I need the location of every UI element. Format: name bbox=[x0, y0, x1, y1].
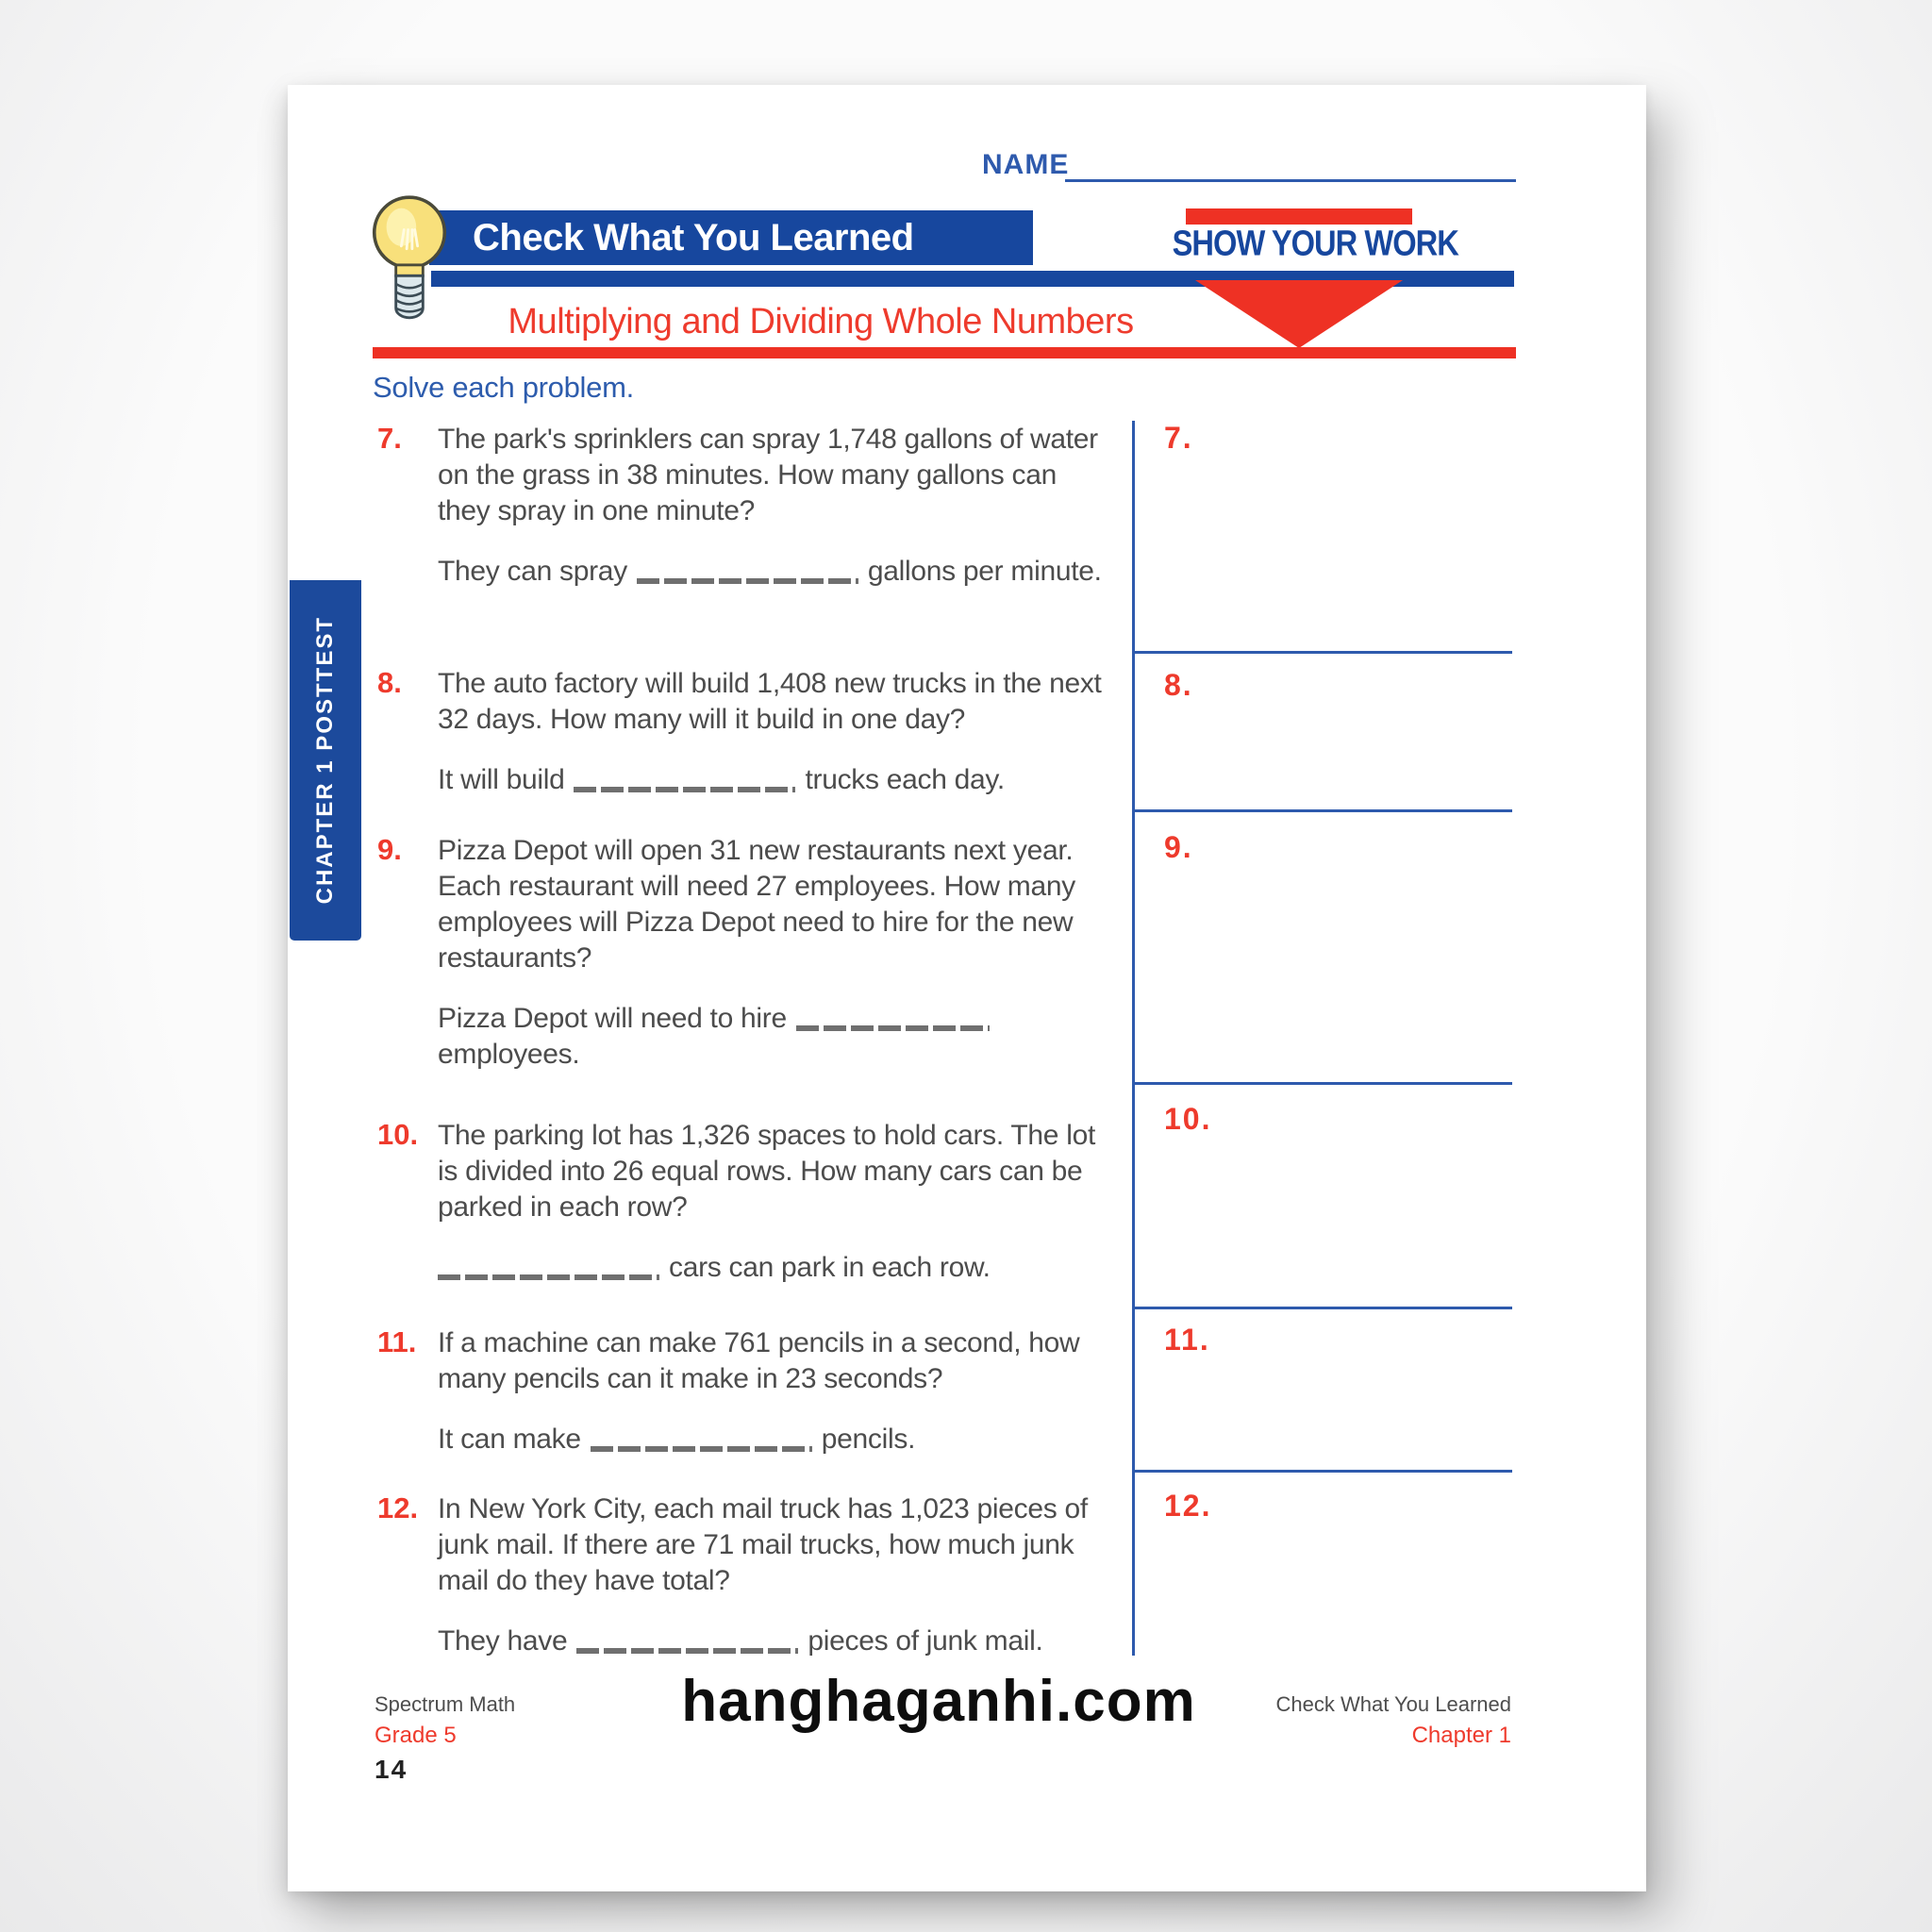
answer-suffix: pencils. bbox=[821, 1424, 916, 1455]
answer-blank[interactable] bbox=[637, 578, 858, 584]
problem-7 bbox=[377, 422, 1104, 590]
work-label-9: 9. bbox=[1164, 830, 1193, 864]
answer-blank[interactable] bbox=[438, 1274, 659, 1280]
problem-answer-line bbox=[438, 762, 1104, 798]
work-section-divider bbox=[1132, 1082, 1512, 1085]
problem-question: If a machine can make 761 pencils in a second, how many pencils can it make in 23 seconds? bbox=[438, 1327, 1080, 1394]
answer-suffix: gallons per minute. bbox=[867, 556, 1102, 587]
work-label-12: 12. bbox=[1164, 1489, 1212, 1523]
work-label-10: 10. bbox=[1164, 1102, 1212, 1136]
answer-prefix: Pizza Depot will need to hire bbox=[438, 1003, 787, 1034]
answer-blank[interactable] bbox=[576, 1648, 798, 1654]
page-title: Check What You Learned bbox=[473, 216, 914, 258]
problem-number: 10. bbox=[377, 1118, 419, 1151]
work-label-8: 8. bbox=[1164, 668, 1193, 702]
chapter-posttest-tab-label: CHAPTER 1 POSTTEST bbox=[312, 616, 338, 905]
problem-number: 12. bbox=[377, 1491, 419, 1524]
work-section-divider bbox=[1132, 1307, 1512, 1309]
problem-9 bbox=[377, 833, 1104, 1073]
footer-chapter: Chapter 1 bbox=[1411, 1723, 1511, 1748]
problem-question: Pizza Depot will open 31 new restaurants next year. Each restaurant will need 27 employees. How many employees will Pizza Depot need to hire for the new restaurants? bbox=[438, 835, 1075, 974]
problem-answer-line bbox=[438, 1422, 1104, 1457]
problem-number: 11. bbox=[377, 1325, 417, 1358]
answer-prefix: It can make bbox=[438, 1424, 581, 1455]
show-your-work-arrow-icon bbox=[1195, 280, 1403, 348]
work-label-7: 7. bbox=[1164, 421, 1193, 455]
answer-prefix: It will build bbox=[438, 764, 565, 795]
answer-suffix: employees. bbox=[438, 1039, 580, 1070]
name-input-line[interactable] bbox=[1065, 179, 1516, 182]
name-label: NAME bbox=[982, 149, 1070, 180]
watermark-text: hanghaganhi.com bbox=[681, 1669, 1196, 1734]
answer-blank[interactable] bbox=[574, 787, 795, 792]
problem-number: 9. bbox=[377, 833, 402, 866]
answer-blank[interactable] bbox=[591, 1446, 812, 1452]
lesson-subtitle: Multiplying and Dividing Whole Numbers bbox=[508, 302, 1134, 341]
work-label-11: 11. bbox=[1164, 1323, 1210, 1357]
worksheet-page bbox=[288, 85, 1646, 1891]
subtitle-rule bbox=[373, 347, 1516, 358]
answer-prefix: They can spray bbox=[438, 556, 627, 587]
problem-12 bbox=[377, 1491, 1104, 1659]
footer-grade: Grade 5 bbox=[375, 1723, 457, 1748]
instructions-text: Solve each problem. bbox=[373, 371, 634, 404]
answer-blank[interactable] bbox=[796, 1025, 990, 1031]
problem-8 bbox=[377, 666, 1104, 798]
problem-answer-line bbox=[438, 1624, 1104, 1659]
answer-suffix: trucks each day. bbox=[805, 764, 1005, 795]
chapter-posttest-tab bbox=[290, 580, 361, 941]
show-your-work-badge: SHOW YOUR WORK bbox=[1172, 223, 1458, 264]
answer-suffix: cars can park in each row. bbox=[669, 1252, 991, 1283]
problem-question: In New York City, each mail truck has 1,023 pieces of junk mail. If there are 71 mail trucks, how much junk mail do they have total? bbox=[438, 1493, 1088, 1596]
work-section-divider bbox=[1132, 651, 1512, 654]
footer-series: Spectrum Math bbox=[375, 1692, 516, 1716]
problem-answer-line bbox=[438, 554, 1104, 590]
problem-question: The parking lot has 1,326 spaces to hold cars. The lot is divided into 26 equal rows. How many cars can be parked in each row? bbox=[438, 1120, 1096, 1223]
problem-number: 7. bbox=[377, 422, 402, 455]
problem-question: The park's sprinklers can spray 1,748 gallons of water on the grass in 38 minutes. How many gallons can they spray in one minute? bbox=[438, 424, 1098, 526]
lightbulb-icon bbox=[369, 194, 450, 330]
answer-suffix: pieces of junk mail. bbox=[808, 1625, 1043, 1657]
answer-prefix: They have bbox=[438, 1625, 568, 1657]
footer-section: Check What You Learned bbox=[1275, 1692, 1511, 1716]
problem-10 bbox=[377, 1118, 1104, 1286]
work-section-divider bbox=[1132, 809, 1512, 812]
problem-question: The auto factory will build 1,408 new trucks in the next 32 days. How many will it build in one day? bbox=[438, 668, 1102, 735]
header-banner bbox=[429, 210, 1033, 265]
problem-11 bbox=[377, 1325, 1104, 1457]
problem-number: 8. bbox=[377, 666, 402, 699]
problem-answer-line bbox=[438, 1250, 1104, 1286]
work-section-divider bbox=[1132, 1470, 1512, 1473]
show-your-work-topbar bbox=[1186, 208, 1412, 225]
page-number: 14 bbox=[375, 1755, 408, 1784]
problem-answer-line bbox=[438, 1001, 1104, 1073]
